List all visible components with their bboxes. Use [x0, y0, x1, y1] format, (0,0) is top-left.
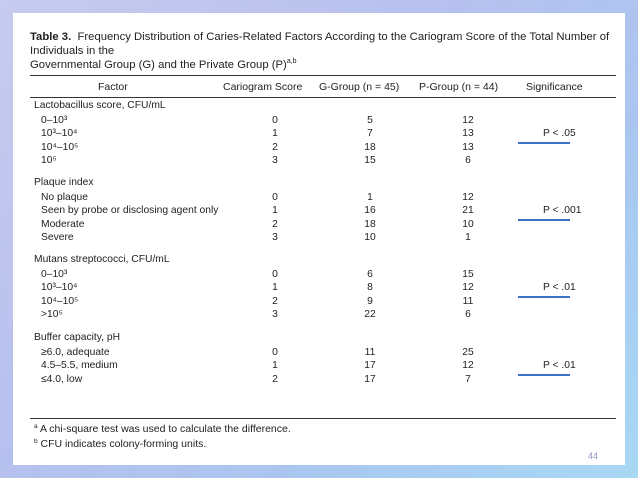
row-g-count: 17	[364, 360, 376, 371]
row-p-count: 13	[462, 141, 474, 153]
row-p-count: 15	[462, 268, 474, 280]
group-significance: P < .01	[543, 282, 576, 293]
row-score: 2	[272, 295, 278, 307]
footnote-a-text: A chi-square test was used to calculate the difference.	[39, 423, 291, 435]
group-name: Buffer capacity, pH	[34, 332, 121, 343]
row-score: 2	[272, 141, 278, 153]
row-p-count: 13	[462, 128, 474, 139]
caption-line2: Governmental Group (G) and the Private Group (P)	[30, 59, 287, 71]
row-score: 0	[272, 191, 278, 203]
row-g-count: 1	[367, 191, 373, 203]
row-g-count: 6	[367, 268, 373, 280]
caption-footnote-marks: a,b	[286, 58, 297, 66]
row-p-count: 6	[465, 155, 471, 166]
footnote-a-mark: a	[34, 423, 38, 430]
row-g-count: 18	[364, 218, 376, 230]
row-g-count: 17	[364, 373, 376, 385]
group-name: Plaque index	[34, 177, 94, 188]
row-g-count: 22	[364, 309, 376, 320]
row-label: 10⁴–10⁵	[41, 295, 79, 307]
row-p-count: 21	[462, 205, 474, 216]
row-label: 10⁵	[41, 155, 57, 166]
row-label: Moderate	[41, 218, 85, 230]
row-g-count: 7	[367, 128, 373, 139]
row-label: Severe	[41, 232, 74, 243]
footnote-b-text: CFU indicates colony-forming units.	[40, 438, 207, 450]
header-g-group: G-Group (n = 45)	[319, 81, 400, 93]
row-label: 0–10³	[41, 114, 68, 126]
row-g-count: 16	[364, 205, 376, 216]
row-g-count: 11	[364, 346, 376, 358]
header-factor: Factor	[98, 81, 128, 93]
row-p-count: 10	[462, 218, 474, 230]
row-score: 1	[272, 205, 278, 216]
row-score: 0	[272, 268, 278, 280]
row-score: 3	[272, 309, 278, 320]
row-score: 2	[272, 218, 278, 230]
table-bottom-rule	[30, 418, 616, 419]
row-g-count: 10	[364, 232, 376, 243]
footnote-b	[34, 438, 206, 450]
row-p-count: 6	[465, 309, 471, 320]
caption-line1: Frequency Distribution of Caries-Related Factors According to the Cariogram Score of the Total Number of Individuals in the	[30, 31, 610, 57]
row-label: 10⁴–10⁵	[41, 141, 79, 153]
header-significance: Significance	[526, 81, 583, 93]
header-top-rule	[30, 75, 616, 76]
group-name: Mutans streptococci, CFU/mL	[34, 254, 170, 265]
row-p-count: 25	[462, 346, 474, 358]
row-label: No plaque	[41, 191, 88, 203]
significance-underline	[518, 219, 570, 221]
header-bottom-rule	[30, 97, 616, 98]
group-significance: P < .01	[543, 360, 576, 371]
row-p-count: 12	[462, 360, 474, 371]
row-label: 10³–10⁴	[41, 128, 78, 139]
row-label: ≤4.0, low	[41, 373, 83, 385]
row-label: 10³–10⁴	[41, 282, 78, 293]
row-label: Seen by probe or disclosing agent only	[41, 205, 219, 216]
row-score: 3	[272, 155, 278, 166]
row-score: 1	[272, 282, 278, 293]
table-label: Table 3.	[30, 31, 72, 43]
row-label: ≥6.0, adequate	[41, 346, 110, 358]
row-label: 4.5–5.5, medium	[41, 360, 118, 371]
row-score: 2	[272, 373, 278, 385]
row-score: 1	[272, 360, 278, 371]
page-number: 44	[588, 451, 599, 461]
row-score: 0	[272, 114, 278, 126]
row-g-count: 5	[367, 114, 373, 126]
group-name: Lactobacillus score, CFU/mL	[34, 100, 166, 111]
table-caption	[30, 30, 620, 72]
row-g-count: 8	[367, 282, 373, 293]
footnote-a	[34, 423, 291, 435]
row-p-count: 12	[462, 282, 474, 293]
row-g-count: 15	[364, 155, 376, 166]
row-p-count: 11	[462, 295, 474, 307]
row-p-count: 12	[462, 114, 474, 126]
group-significance: P < .05	[543, 128, 576, 139]
row-score: 1	[272, 128, 278, 139]
row-p-count: 1	[465, 232, 471, 243]
row-label: >10⁵	[41, 309, 63, 320]
significance-underline	[518, 374, 570, 376]
header-score: Cariogram Score	[223, 81, 303, 93]
row-p-count: 7	[465, 373, 471, 385]
row-g-count: 18	[364, 141, 376, 153]
footnote-b-mark: b	[34, 438, 38, 445]
header-p-group: P-Group (n = 44)	[419, 81, 499, 93]
significance-underline	[518, 142, 570, 144]
row-score: 3	[272, 232, 278, 243]
significance-underline	[518, 296, 570, 298]
slide	[13, 13, 625, 465]
group-significance: P < .001	[543, 205, 582, 216]
row-label: 0–10³	[41, 268, 68, 280]
row-g-count: 9	[367, 295, 373, 307]
row-p-count: 12	[462, 191, 474, 203]
row-score: 0	[272, 346, 278, 358]
